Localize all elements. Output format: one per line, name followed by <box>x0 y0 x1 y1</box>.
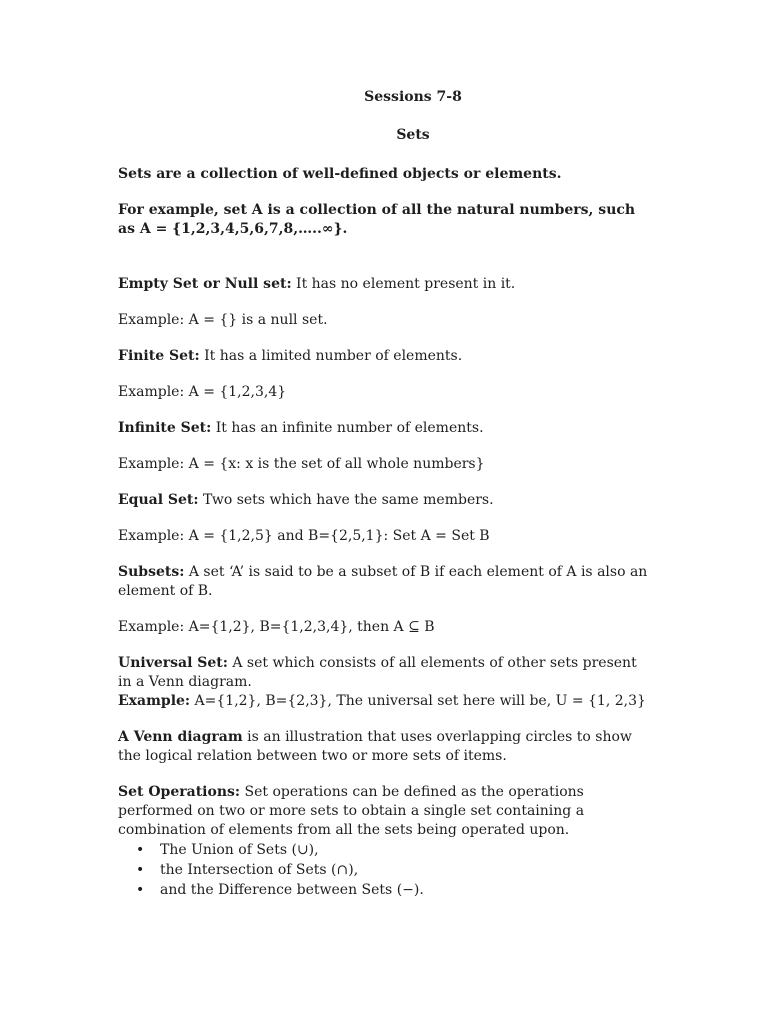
universal-set-text: A set which consists of all elements of other sets present in a Venn diagram. <box>118 655 637 690</box>
empty-set-term: Empty Set or Null set: <box>118 276 292 292</box>
set-operations-text: Set operations can be defined as the operations performed on two or more sets to obtain a single set containing a combination of elements from all the sets being operated upon. <box>118 784 585 838</box>
finite-set-term: Finite Set: <box>118 348 200 364</box>
sessions-heading: Sessions 7-8 <box>364 89 462 105</box>
empty-set-definition <box>118 275 648 294</box>
list-item: • The Union of Sets (∪), <box>160 840 648 860</box>
set-operations-definition <box>118 783 648 840</box>
universal-set-definition <box>118 654 648 692</box>
empty-set-example: Example: A = {} is a null set. <box>118 312 328 328</box>
equal-set-definition <box>118 491 648 510</box>
subsets-term: Subsets: <box>118 564 185 580</box>
universal-set-example <box>118 692 648 711</box>
infinite-set-definition <box>118 419 648 438</box>
list-item: • and the Difference between Sets (−). <box>160 880 648 900</box>
universal-example-text: A={1,2}, B={2,3}, The universal set here will be, U = {1, 2,3} <box>190 693 646 709</box>
topic-heading: Sets <box>396 127 430 143</box>
document-page <box>118 88 648 900</box>
venn-diagram-term: A Venn diagram <box>118 729 243 745</box>
finite-set-example: Example: A = {1,2,3,4} <box>118 384 287 400</box>
set-operations-list <box>118 840 648 900</box>
intro-example: For example, set A is a collection of all the natural numbers, such as A = {1,2,3,4,5,6,7,8,…..∞}. <box>118 202 636 237</box>
equal-set-text: Two sets which have the same members. <box>198 492 494 508</box>
infinite-set-example: Example: A = {x: x is the set of all whole numbers} <box>118 456 485 472</box>
venn-diagram-text: is an illustration that uses overlapping circles to show the logical relation between two or more sets of items. <box>118 729 632 764</box>
universal-set-term: Universal Set: <box>118 655 228 671</box>
intro-definition: Sets are a collection of well-defined objects or elements. <box>118 166 562 182</box>
universal-example-term: Example: <box>118 693 191 709</box>
finite-set-definition <box>118 347 648 366</box>
list-item: • the Intersection of Sets (∩), <box>160 860 648 880</box>
finite-set-text: It has a limited number of elements. <box>199 348 463 364</box>
infinite-set-text: It has an infinite number of elements. <box>211 420 484 436</box>
venn-diagram-definition <box>118 728 648 766</box>
infinite-set-term: Infinite Set: <box>118 420 212 436</box>
empty-set-text: It has no element present in it. <box>291 276 516 292</box>
subsets-text: A set ‘A’ is said to be a subset of B if each element of A is also an element of B. <box>118 564 648 599</box>
subsets-definition <box>118 563 648 601</box>
equal-set-example: Example: A = {1,2,5} and B={2,5,1}: Set A = Set B <box>118 528 490 544</box>
set-operations-term: Set Operations: <box>118 784 241 800</box>
subsets-example: Example: A={1,2}, B={1,2,3,4}, then A ⊆ B <box>118 619 435 635</box>
equal-set-term: Equal Set: <box>118 492 199 508</box>
